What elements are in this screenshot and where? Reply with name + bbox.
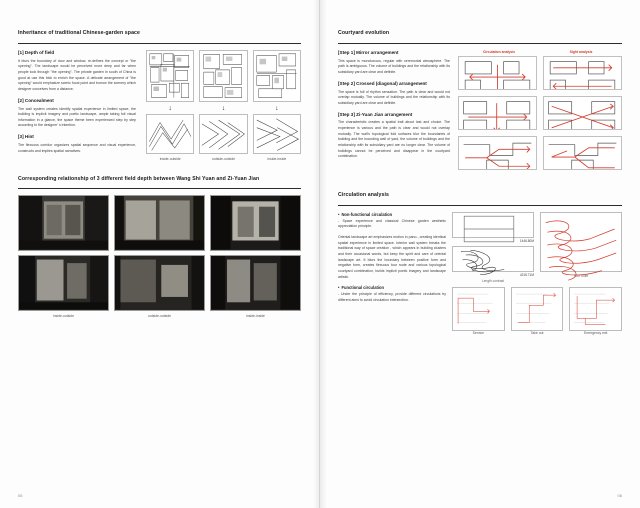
photo-caption-1: inside-outside: [53, 314, 74, 319]
circulation-analysis-title: Circulation analysis: [338, 191, 390, 198]
down-arrow-icon-2: ↓: [221, 104, 226, 112]
photo-2-top: [114, 195, 205, 251]
diagram-1-wrap: [146, 114, 194, 154]
emergency-exit-caption: Emergency exit: [583, 330, 608, 335]
block-1-heading: [1] Depth of field: [18, 49, 55, 55]
step-2-heading: [Step 2] Crossed (diagonal) arrangement: [338, 80, 427, 86]
left-title-rule: [18, 43, 301, 44]
length-contrast-caption: Length contrast: [482, 278, 504, 283]
block-1-text: It blurs the boundary of door and window, re-defines the concept or "the opening". The landscape would be perceived more deep and far when people look through "the opening". The private garden in south of China is good at use this trick to enrich the space. A delicate arrangement of "the opening" would emphasize scenic focal point and borrow the scenery which designer conceives from a distance.: [18, 58, 136, 91]
take-out-diagram-wrap: [511, 287, 564, 336]
figure-captions-row: [146, 157, 301, 162]
right-text-column: [338, 50, 450, 176]
circulation-content-row: [338, 212, 622, 336]
photo-column-2: [114, 195, 205, 311]
step-3-diagram-row: [458, 136, 622, 170]
photo-column-3: [210, 195, 301, 311]
right-diagram-column: [458, 50, 622, 176]
right-page-folio: 06: [617, 493, 622, 498]
diagram-figure-row: [146, 114, 301, 154]
left-section-title: Inheritance of traditional Chinese-garden space: [18, 30, 141, 36]
plan-figure-3-wrap: [253, 50, 301, 102]
step-3-heading: [Step 3] Zi-Yuan Jian arrangement: [338, 111, 413, 117]
label-circulation-analysis: Circulation analysis: [482, 49, 516, 54]
circulation-analysis-section: [338, 192, 622, 336]
circulation-diagram-column: [452, 212, 622, 336]
area-label-bottom: 4215.71M: [519, 272, 534, 277]
tour-route-caption: Tour route: [573, 273, 589, 278]
area-label-top: 1446.80M: [519, 238, 534, 243]
diagram-figure-2: [199, 114, 247, 154]
left-top-region: [18, 50, 301, 162]
emergency-exit-diagram: [569, 287, 622, 331]
arrow-row: [146, 105, 301, 112]
step-2-text: The space is full of rhythm sensation. The path is clear and would not overlap mutually. The volume of buildings and the relationship with its subsidiary yard are clear and definite.: [338, 89, 450, 105]
non-functional-lead: - Space experience and classical Chinese garden aesthetic appreciation principle.: [338, 218, 446, 229]
left-text-column: [18, 50, 136, 162]
step-1-diagram-row: [458, 56, 622, 90]
take-out-caption: Take out: [530, 330, 544, 335]
block-3-heading: [3] Hint: [18, 134, 34, 140]
functional-circulation-diagrams: [452, 287, 622, 336]
right-page: [320, 0, 640, 508]
circulation-text-column: [338, 212, 446, 309]
photo-grid: [18, 195, 301, 311]
plan-figure-1: [146, 50, 194, 102]
block-2-heading: [2] Concealment: [18, 97, 54, 103]
tour-route-diagram: [540, 212, 622, 272]
down-arrow-icon-3: ↓: [275, 104, 279, 112]
photo-3-top: [210, 195, 301, 251]
photo-1-bottom: [18, 255, 109, 311]
step-2-circulation-diagram: [458, 96, 537, 130]
plan-figure-1-wrap: [146, 50, 194, 102]
functional-text: - Under the principle of efficiency, provide different circulations by different aims to avoid circulation intersection.: [338, 292, 446, 302]
left-figure-column: [146, 50, 301, 162]
step-1-sight-diagram: [543, 56, 622, 90]
plan-figure-3: [253, 50, 301, 102]
emergency-exit-diagram-wrap: [569, 287, 622, 336]
circulation-analysis-rule: [338, 205, 622, 206]
tour-route-wrap: [540, 212, 622, 278]
step-1-circulation-diagram: [458, 56, 537, 90]
plan-outline-diagram: [452, 212, 534, 238]
photo-caption-3: inside-inside: [246, 314, 265, 319]
block-3-text: The flexuous corridor organizes spatial sequence and visual experience, constructs and implies spatial narratives.: [18, 143, 136, 153]
figure-caption-2: outside-outside: [211, 156, 235, 161]
plan-figure-2-wrap: [199, 50, 247, 102]
diagram-2-wrap: [199, 114, 247, 154]
circulation-scribble-diagram: [452, 246, 534, 272]
service-diagram: [452, 287, 505, 331]
step-3-text: The characteristic creates a spatial trait about last and choice. The experience is various and the path is clear and would not overlap mutually. The wall's topological fold surfaces blur the boundaries of building and the bounding wall of yard, the volume of buildings and the relationship with its subsidiary yard are no longer clear. The volume of buildings cannot be perceived and disappear in the courtyard combination.: [338, 120, 450, 159]
non-functional-text: Oriental landscape art emphasizes motion in pano-, creating identical spatial experience in limited space. Interior wall system breaks the traditional way of space creation , which appears in building clusters and their occasional words, but keep the spirit and care of oriental landscape art. It blurs the boundary between positive form and negative form, creates flexuous tour route and various topological courtyard combination, builds implicit poetic imagery and landscape artistic.: [338, 234, 446, 279]
service-diagram-wrap: [452, 287, 505, 336]
take-out-diagram: [511, 287, 564, 331]
photo-2-bottom: [114, 255, 205, 311]
block-2-text: The wall system creates identify spatial experience in limited space, the building is implicit imagery and poetic landscape, ample taking full visual information in a glance, the space theme been experienced step by step according to the designer' s intention.: [18, 106, 136, 128]
right-title-rule: [338, 43, 622, 44]
plan-figure-2: [199, 50, 247, 102]
down-arrow-icon-1: ↓: [168, 104, 172, 112]
photo-column-1: [18, 195, 109, 311]
photo-section-title: Corresponding relationship of 3 different field depth between Wang Shi Yuan and Zi-Yuan Jian: [18, 175, 260, 182]
length-contrast-row: [452, 212, 622, 283]
diagram-column-labels: [458, 50, 622, 54]
length-contrast-left: [452, 212, 534, 283]
photo-section: [18, 176, 301, 320]
figure-caption-1: inside-outside: [159, 156, 181, 161]
label-sight-analysis: Sight analysis: [569, 49, 593, 54]
step-2-sight-diagram: [543, 96, 622, 130]
right-top-region: [338, 50, 622, 176]
photo-3-bottom: [210, 255, 301, 311]
photo-1-top: [18, 195, 109, 251]
service-caption: Service: [472, 330, 484, 335]
right-section-title: Courtyard evolution: [338, 30, 390, 36]
figure-caption-3: inside-inside: [267, 156, 287, 161]
diagram-figure-1: [146, 114, 194, 154]
functional-heading: • Functional circulation: [338, 285, 446, 290]
photo-caption-2: outside-outside: [148, 314, 171, 319]
diagram-3-wrap: [253, 114, 301, 154]
left-page-folio: 05: [18, 493, 23, 498]
diagram-figure-3: [253, 114, 301, 154]
non-functional-heading: • Non-functional circulation: [338, 212, 446, 217]
step-1-text: This space is monotonous, regular with ceremonial atmosphere. The path is ambiguous. The volume of buildings and the relationship with its subsidiary yard are clear and definite.: [338, 58, 450, 74]
step-1-heading: [Step 1] Mirror arrangement: [338, 49, 399, 55]
plan-figure-row: [146, 50, 301, 102]
photo-captions-row: [18, 314, 301, 319]
photo-section-rule: [18, 188, 301, 189]
step-3-sight-diagram: [543, 136, 622, 170]
step-2-diagram-row: [458, 96, 622, 130]
step-3-circulation-diagram: [458, 136, 537, 170]
